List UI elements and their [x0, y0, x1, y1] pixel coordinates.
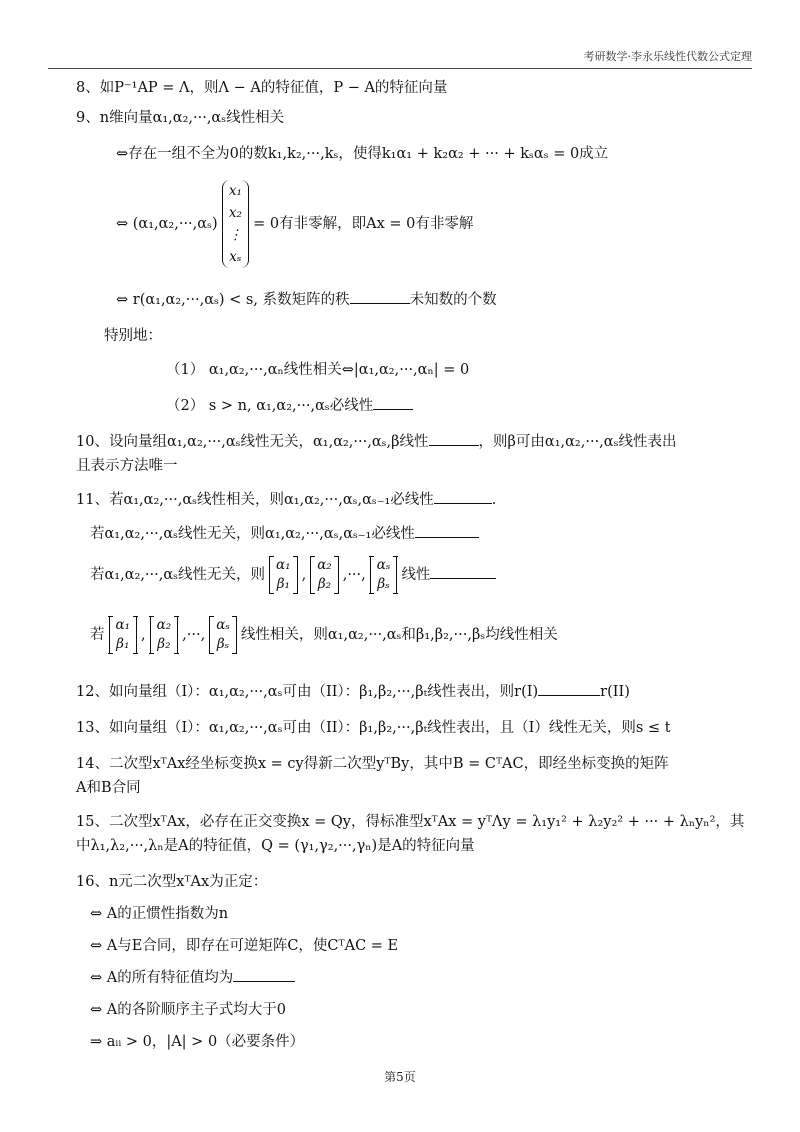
matrix-entry: αₛ	[376, 557, 391, 573]
vector-entry: xₛ	[229, 249, 242, 265]
column-vector-x	[222, 180, 250, 268]
answer-blank	[415, 525, 479, 538]
answer-blank	[373, 397, 413, 410]
separator: ,···,	[342, 567, 366, 583]
item-9-special-2	[166, 396, 413, 416]
item-9-condition-a: ⇔存在一组不全为0的数k₁,k₂,···,kₛ，使得k₁α₁ + k₂α₂ + ··· + kₛαₛ = 0成立	[116, 146, 609, 162]
matrix-entry: βₛ	[216, 636, 230, 652]
matrix-entry: α₂	[156, 617, 172, 633]
item-9-b-suffix: = 0有非零解，即Ax = 0有非零解	[253, 216, 474, 232]
item-9-c-suffix: 未知数的个数	[409, 292, 497, 308]
item-9-title: 9、n维向量α₁,α₂,···,αₛ线性相关	[76, 110, 285, 126]
item-16-condition-b: ⇔ A与E合同，即存在可逆矩阵C，使CᵀAC = E	[90, 938, 399, 954]
answer-blank	[538, 683, 600, 696]
item-16-title: 16、n元二次型xᵀAx为正定：	[76, 874, 268, 890]
item-9-special-label: 特别地：	[104, 328, 162, 344]
item-12	[76, 682, 630, 702]
matrix-entry: β₁	[116, 636, 130, 652]
item-16-condition-e: ⇒ aᵢᵢ > 0，|A| > 0（必要条件）	[90, 1034, 305, 1050]
page-footer	[0, 1068, 800, 1085]
block-vector-s	[209, 616, 237, 654]
matrix-entry: α₁	[276, 557, 291, 573]
item-15-line-2: 中λ₁,λ₂,···,λₙ是A的特征值，Q = (γ₁,γ₂,···,γₙ)是A的特征向量	[76, 838, 475, 854]
item-9-s2-text: （2） s > n, α₁,α₂,···,αₛ必线性	[166, 398, 374, 414]
separator: ,	[141, 627, 146, 643]
item-16-c-text: ⇔ A的所有特征值均为	[90, 970, 234, 986]
item-12-prefix: 12、如向量组（I）：α₁,α₂,···,αₛ可由（II）：β₁,β₂,···,βₜ线性表出，则r(I)	[76, 684, 539, 700]
block-vector-2	[150, 616, 179, 654]
item-14-line-1: 14、二次型xᵀAx经坐标变换x = cy得新二次型yᵀBy，其中B = CᵀAC，即经坐标变换的矩阵	[76, 756, 669, 772]
item-15-line-1: 15、二次型xᵀAx，必存在正交变换x = Qy，得标准型xᵀAx = yᵀΛy = λ₁y₁² + λ₂y₂² + ··· + λₙyₙ²，其	[76, 814, 745, 830]
vector-entry: x₂	[228, 205, 242, 221]
block-vector-s	[370, 556, 398, 594]
item-11-d-prefix: 若	[90, 627, 105, 643]
item-11-b-text: 若α₁,α₂,···,αₛ线性无关，则α₁,α₂,···,αₛ,αₛ₋₁必线性	[90, 526, 415, 542]
block-vector-2	[310, 556, 339, 594]
answer-blank	[350, 291, 410, 304]
vector-entry: ⋮	[228, 227, 243, 243]
item-11-a-end: .	[491, 492, 497, 508]
item-9-c-prefix: ⇔ r(α₁,α₂,···,αₛ) < s, 系数矩阵的秩	[116, 292, 350, 308]
item-11-c-suffix: 线性	[401, 567, 431, 583]
matrix-entry: β₂	[317, 576, 332, 592]
matrix-entry: βₛ	[377, 576, 390, 592]
item-16-condition-d: ⇔ A的各阶顺序主子式均大于0	[90, 1002, 286, 1018]
item-10-prefix: 10、设向量组α₁,α₂,···,αₛ线性无关，α₁,α₂,···,αₛ,β线性	[76, 434, 429, 450]
header-title: 考研数学·李永乐线性代数公式定理	[583, 50, 752, 63]
item-11-line-4	[90, 616, 558, 654]
item-10-line-1	[76, 432, 676, 452]
item-10-line-2: 且表示方法唯一	[76, 458, 178, 474]
item-9-special-1: （1） α₁,α₂,···,αₙ线性相关⇔|α₁,α₂,···,αₙ| = 0	[166, 362, 470, 378]
page-number: 第5页	[384, 1070, 416, 1084]
item-13: 13、如向量组（I）：α₁,α₂,···,αₛ可由（II）：β₁,β₂,···,βₜ线性表出，且（I）线性无关，则s ≤ t	[76, 720, 671, 736]
block-vector-1	[269, 556, 298, 594]
item-14-line-2: A和B合同	[76, 780, 141, 796]
item-11-line-3	[90, 556, 496, 594]
item-12-suffix: r(II)	[600, 684, 630, 700]
separator: ,	[301, 567, 307, 583]
matrix-entry: α₁	[115, 617, 131, 633]
answer-blank	[233, 969, 295, 982]
item-16-condition-a: ⇔ A的正惯性指数为n	[90, 906, 229, 922]
item-10-suffix: ，则β可由α₁,α₂,···,αₛ线性表出	[478, 434, 677, 450]
item-9-condition-b	[116, 180, 473, 268]
item-16-condition-c	[90, 968, 295, 988]
vector-entry: x₁	[228, 183, 242, 199]
matrix-entry: αₛ	[216, 617, 230, 633]
answer-blank	[430, 566, 496, 579]
item-11-line-2	[90, 524, 479, 544]
item-9-b-prefix: ⇔ (α₁,α₂,···,αₛ)	[116, 216, 218, 232]
answer-blank	[429, 433, 479, 446]
item-11-c-prefix: 若α₁,α₂,···,αₛ线性无关，则	[90, 567, 266, 583]
matrix-entry: β₁	[276, 576, 290, 592]
matrix-entry: α₂	[317, 557, 332, 573]
block-vector-1	[109, 616, 138, 654]
item-9-condition-c	[116, 290, 497, 310]
page-header	[48, 48, 752, 69]
item-8: 8、如P⁻¹AP = Λ，则Λ − A的特征值，P − A的特征向量	[76, 80, 448, 96]
answer-blank	[434, 491, 492, 504]
item-11-a-text: 11、若α₁,α₂,···,αₛ线性相关，则α₁,α₂,···,αₛ,αₛ₋₁必线性	[76, 492, 434, 508]
item-11-line-1	[76, 490, 496, 510]
matrix-entry: β₂	[157, 636, 171, 652]
separator: ,···,	[182, 627, 206, 643]
item-11-d-suffix: 线性相关，则α₁,α₂,···,αₛ和β₁,β₂,···,βₛ均线性相关	[240, 627, 558, 643]
